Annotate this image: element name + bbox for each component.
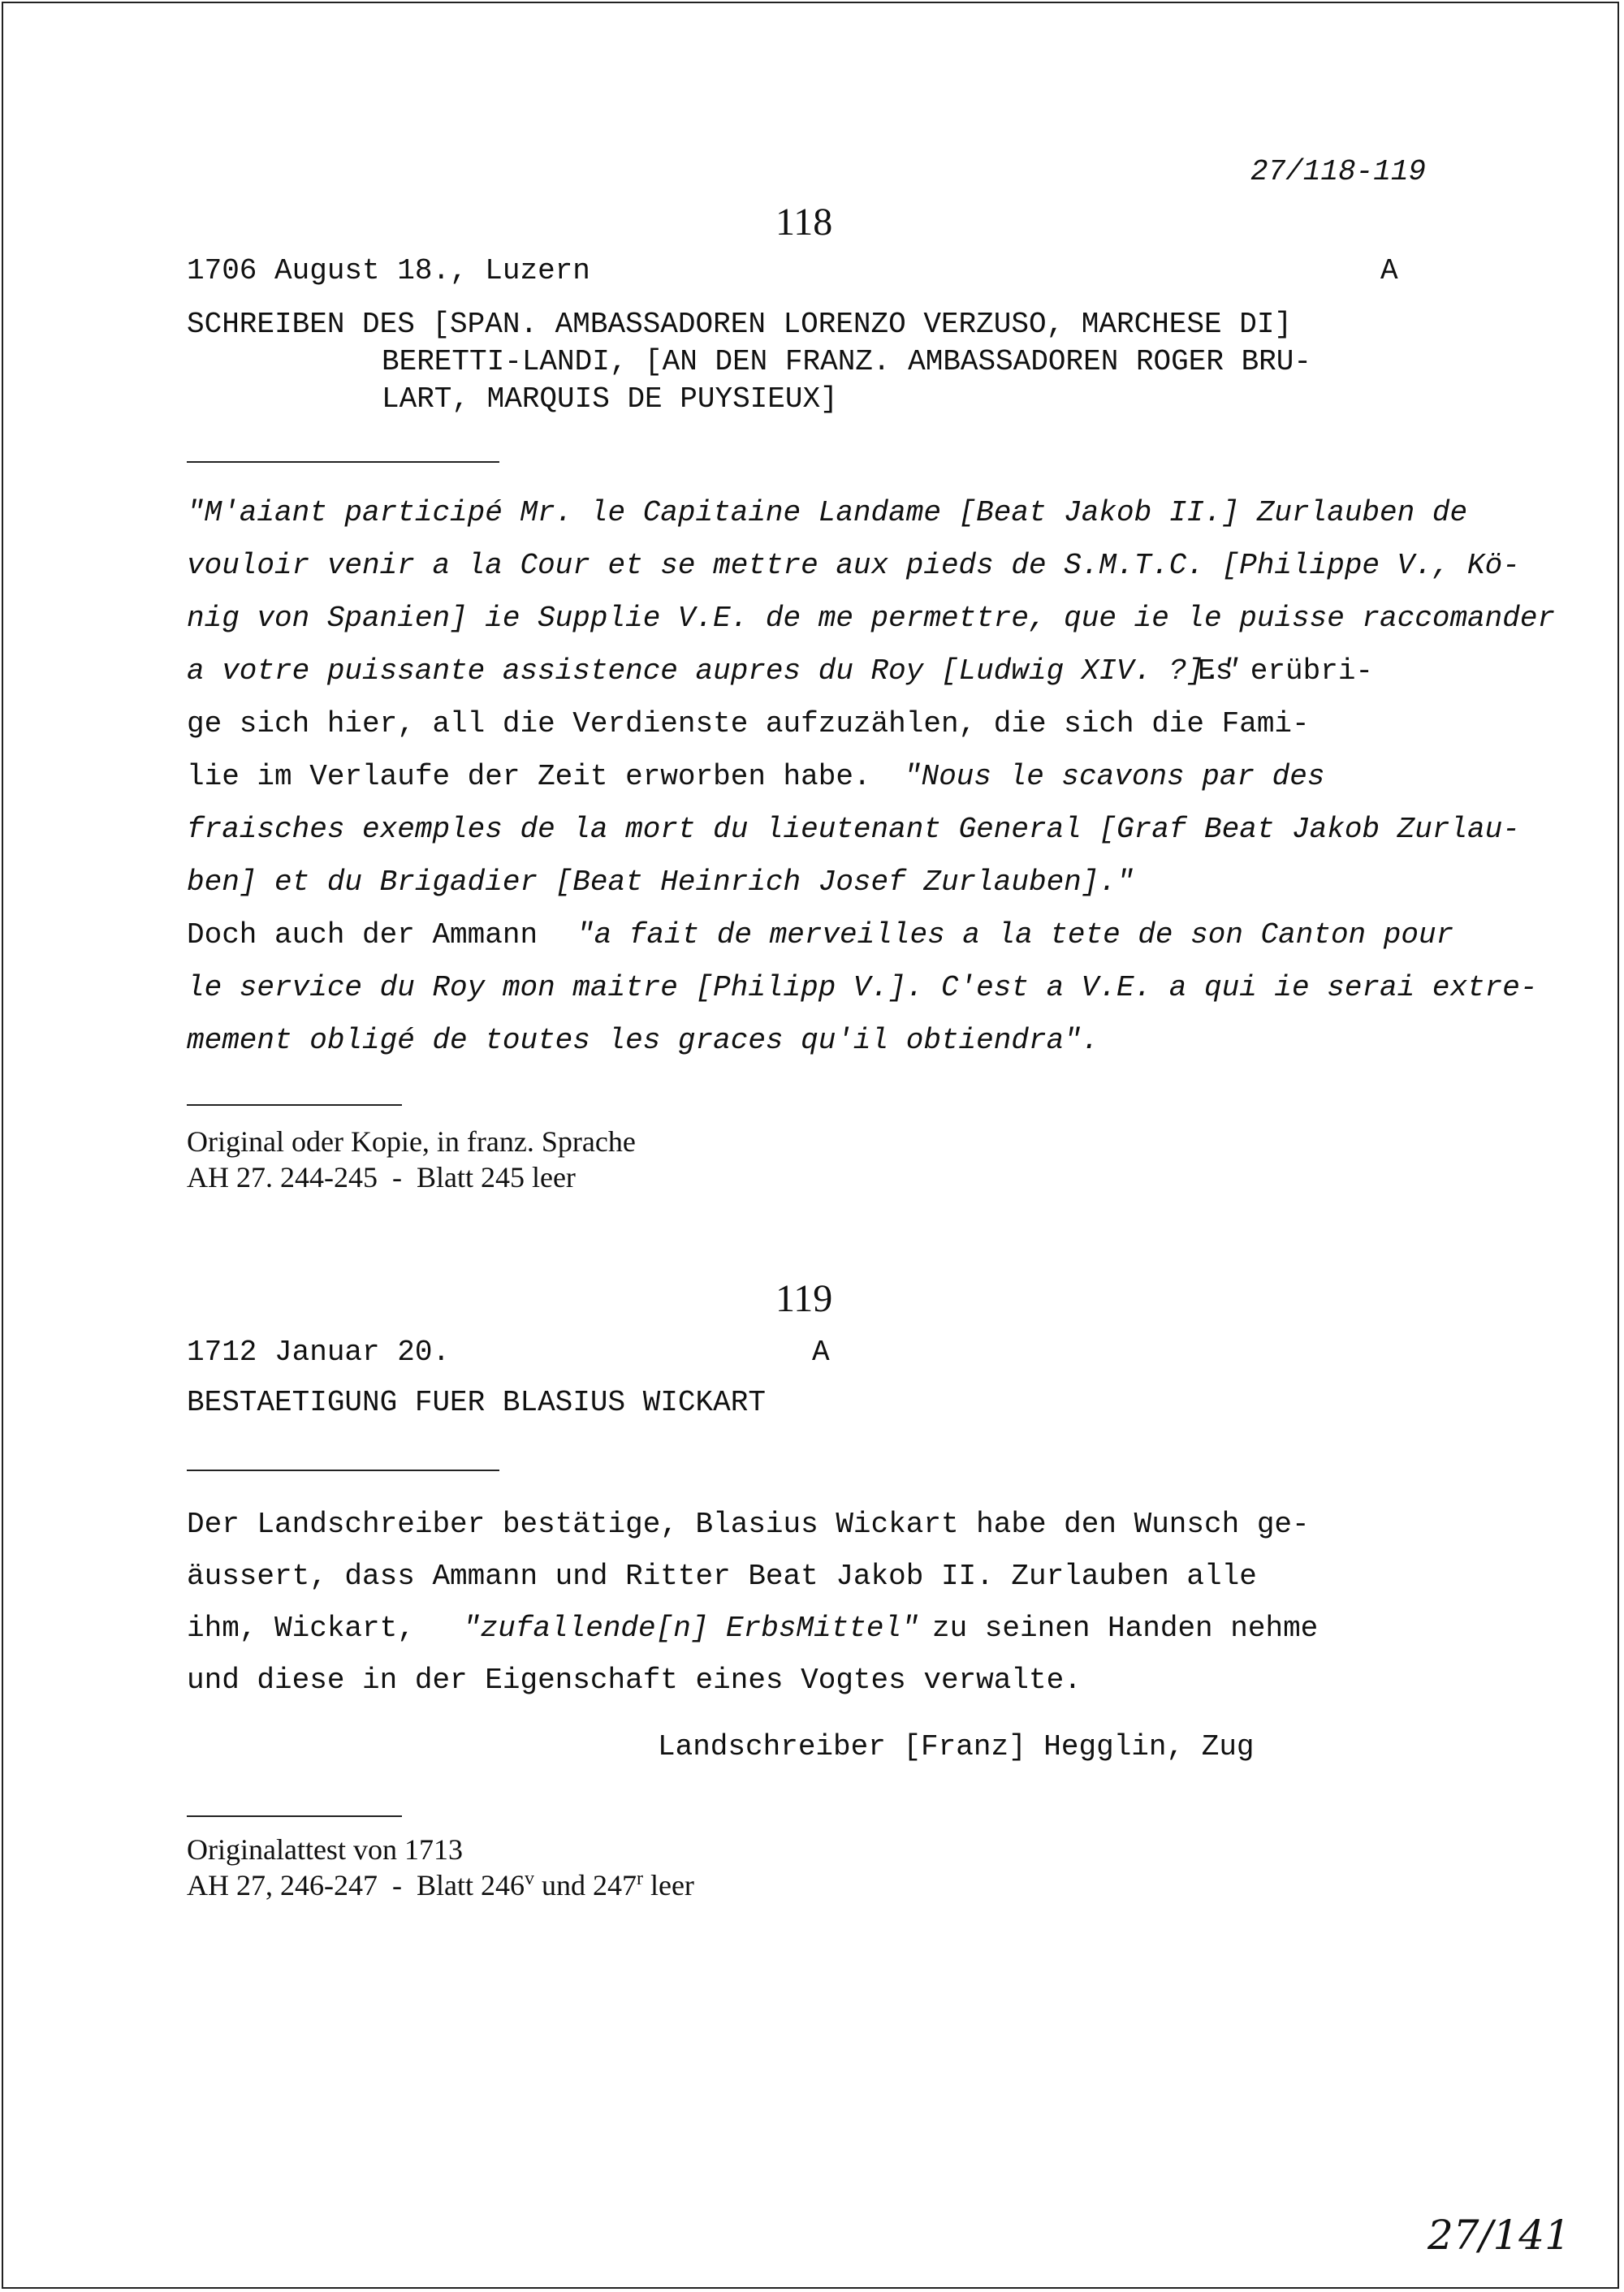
entry-118-title-line-1: SCHREIBEN DES [SPAN. AMBASSADOREN LORENZO VERZUSO, MARCHESE DI]	[187, 308, 1293, 341]
divider	[187, 1470, 499, 1471]
divider	[187, 1815, 402, 1817]
entry-119-body-line: und diese in der Eigenschaft eines Vogtes verwalte.	[187, 1664, 1082, 1697]
entry-119-title: BESTAETIGUNG FUER BLASIUS WICKART	[187, 1386, 766, 1419]
entry-118-body-line: a votre puissante assistence aupres du Roy [Ludwig XIV. ?]."	[187, 654, 1240, 688]
entry-118-mark: A	[1380, 254, 1398, 287]
entry-118-date-place: 1706 August 18., Luzern	[187, 254, 590, 287]
entry-119-body-line: "zufallende[n] ErbsMittel"	[463, 1612, 919, 1645]
entry-119-mark: A	[812, 1336, 830, 1369]
entry-118-body-line: Doch auch der Ammann	[187, 918, 538, 952]
entry-119-body-line: äussert, dass Ammann und Ritter Beat Jakob II. Zurlauben alle	[187, 1560, 1257, 1593]
entry-118-body-line: vouloir venir a la Cour et se mettre aux pieds de S.M.T.C. [Philippe V., Kö-	[187, 549, 1520, 582]
entry-118-title-line-3: LART, MARQUIS DE PUYSIEUX]	[382, 382, 838, 416]
entry-119-body-line: Der Landschreiber bestätige, Blasius Wickart habe den Wunsch ge-	[187, 1508, 1310, 1541]
entry-118-source-line-1: Original oder Kopie, in franz. Sprache	[187, 1125, 636, 1158]
divider	[187, 461, 499, 463]
handwritten-page-mark: 27/141	[1427, 2212, 1570, 2259]
entry-119-signature: Landschreiber [Franz] Hegglin, Zug	[658, 1730, 1255, 1763]
entry-119-body-line: zu seinen Handen nehme	[932, 1612, 1319, 1645]
entry-118-body-line: ge sich hier, all die Verdienste aufzuzählen, die sich die Fami-	[187, 707, 1310, 740]
entry-119-source-line-2: AH 27, 246-247 - Blatt 246$^v$ und 247$^r$ leer	[187, 1868, 694, 1901]
page-reference: 27/118-119	[1250, 155, 1427, 188]
entry-118-body-line: "a fait de merveilles a la tete de son Canton pour	[577, 918, 1454, 952]
entry-118-body-line: Es erübri-	[1198, 654, 1374, 688]
entry-118-body-line: "Nous le scavons par des	[904, 760, 1325, 793]
entry-number-119: 119	[775, 1277, 833, 1320]
entry-118-body-line: nig von Spanien] ie Supplie V.E. de me permettre, que ie le puisse raccomander	[187, 602, 1556, 635]
entry-118-body-line: lie im Verlaufe der Zeit erworben habe.	[187, 760, 871, 793]
entry-118-title-line-2: BERETTI-LANDI, [AN DEN FRANZ. AMBASSADOREN ROGER BRU-	[382, 345, 1311, 378]
entry-118-source-line-2: AH 27. 244-245 - Blatt 245 leer	[187, 1161, 576, 1193]
entry-119-date: 1712 Januar 20.	[187, 1336, 451, 1369]
entry-118-body-line: ben] et du Brigadier [Beat Heinrich Josef Zurlauben]."	[187, 865, 1134, 899]
divider	[187, 1104, 402, 1106]
entry-118-body-line: "M'aiant participé Mr. le Capitaine Landame [Beat Jakob II.] Zurlauben de	[187, 496, 1468, 529]
entry-118-body-line: fraisches exemples de la mort du lieutenant General [Graf Beat Jakob Zurlau-	[187, 813, 1520, 846]
entry-119-body-line: ihm, Wickart,	[187, 1612, 415, 1645]
entry-118-body-line: le service du Roy mon maitre [Philipp V.]. C'est a V.E. a qui ie serai extre-	[187, 971, 1538, 1004]
entry-119-source-line-1: Originalattest von 1713	[187, 1833, 463, 1866]
entry-118-body-line: mement obligé de toutes les graces qu'il obtiendra".	[187, 1024, 1099, 1057]
entry-number-118: 118	[775, 201, 833, 244]
